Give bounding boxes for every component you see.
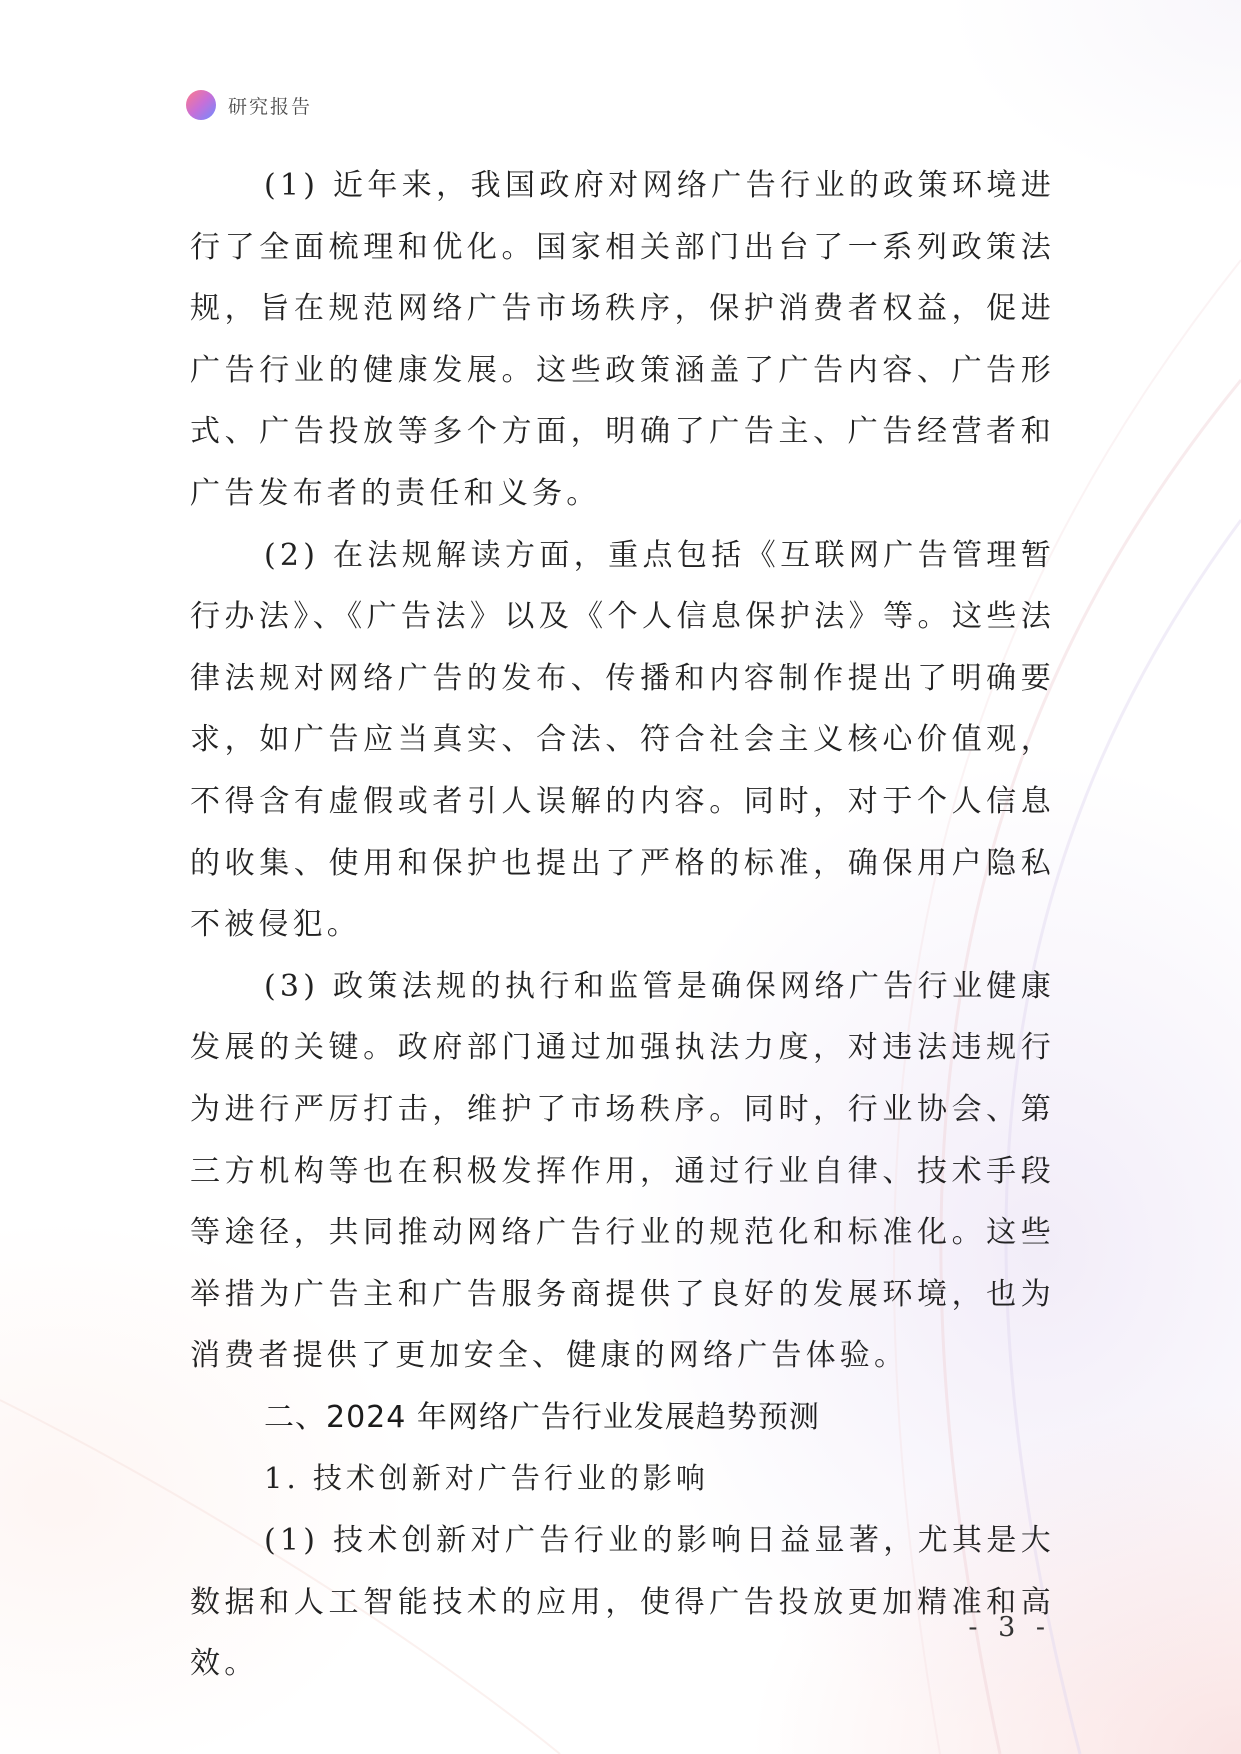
body-paragraph: (2) 在法规解读方面，重点包括《互联网广告管理暂行办法》、《广告法》以及《个人信息保护法》等。这些法律法规对网络广告的发布、传播和内容制作提出了明确要求，如广告应当真实、合法、符合社会主义核心价值观，不得含有虚假或者引人误解的内容。同时，对于个人信息的收集、使用和保护也提出了严格的标准，确保用户隐私不被侵犯。 (190, 537, 1055, 943)
subsection-heading: 1. 技术创新对广告行业的影响 (264, 1461, 709, 1496)
header-title: 研究报告 (228, 95, 313, 118)
body-paragraph: (3) 政策法规的执行和监管是确保网络广告行业健康发展的关键。政府部门通过加强执法力度，对违法违规行为进行严厉打击，维护了市场秩序。同时，行业协会、第三方机构等也在积极发挥作用，通过行业自律、技术手段等途径，共同推动网络广告行业的规范化和标准化。这些举措为广告主和广告服务商提供了良好的发展环境，也为消费者提供了更加安全、健康的网络广告体验。 (190, 968, 1055, 1374)
section-heading: 二、2024 年网络广告行业发展趋势预测 (264, 1399, 820, 1435)
report-logo-icon (186, 90, 216, 120)
page-header (186, 88, 312, 122)
body-paragraph: (1) 近年来，我国政府对网络广告行业的政策环境进行了全面梳理和优化。国家相关部门出台了一系列政策法规，旨在规范网络广告市场秩序，保护消费者权益，促进广告行业的健康发展。这些政策涵盖了广告内容、广告形式、广告投放等多个方面，明确了广告主、广告经营者和广告发布者的责任和义务。 (190, 168, 1055, 511)
document-body (190, 155, 1055, 1695)
body-paragraph: (1) 技术创新对广告行业的影响日益显著，尤其是大数据和人工智能技术的应用，使得广告投放更加精准和高效。 (190, 1523, 1055, 1682)
page-number: - 3 - (968, 1612, 1051, 1643)
